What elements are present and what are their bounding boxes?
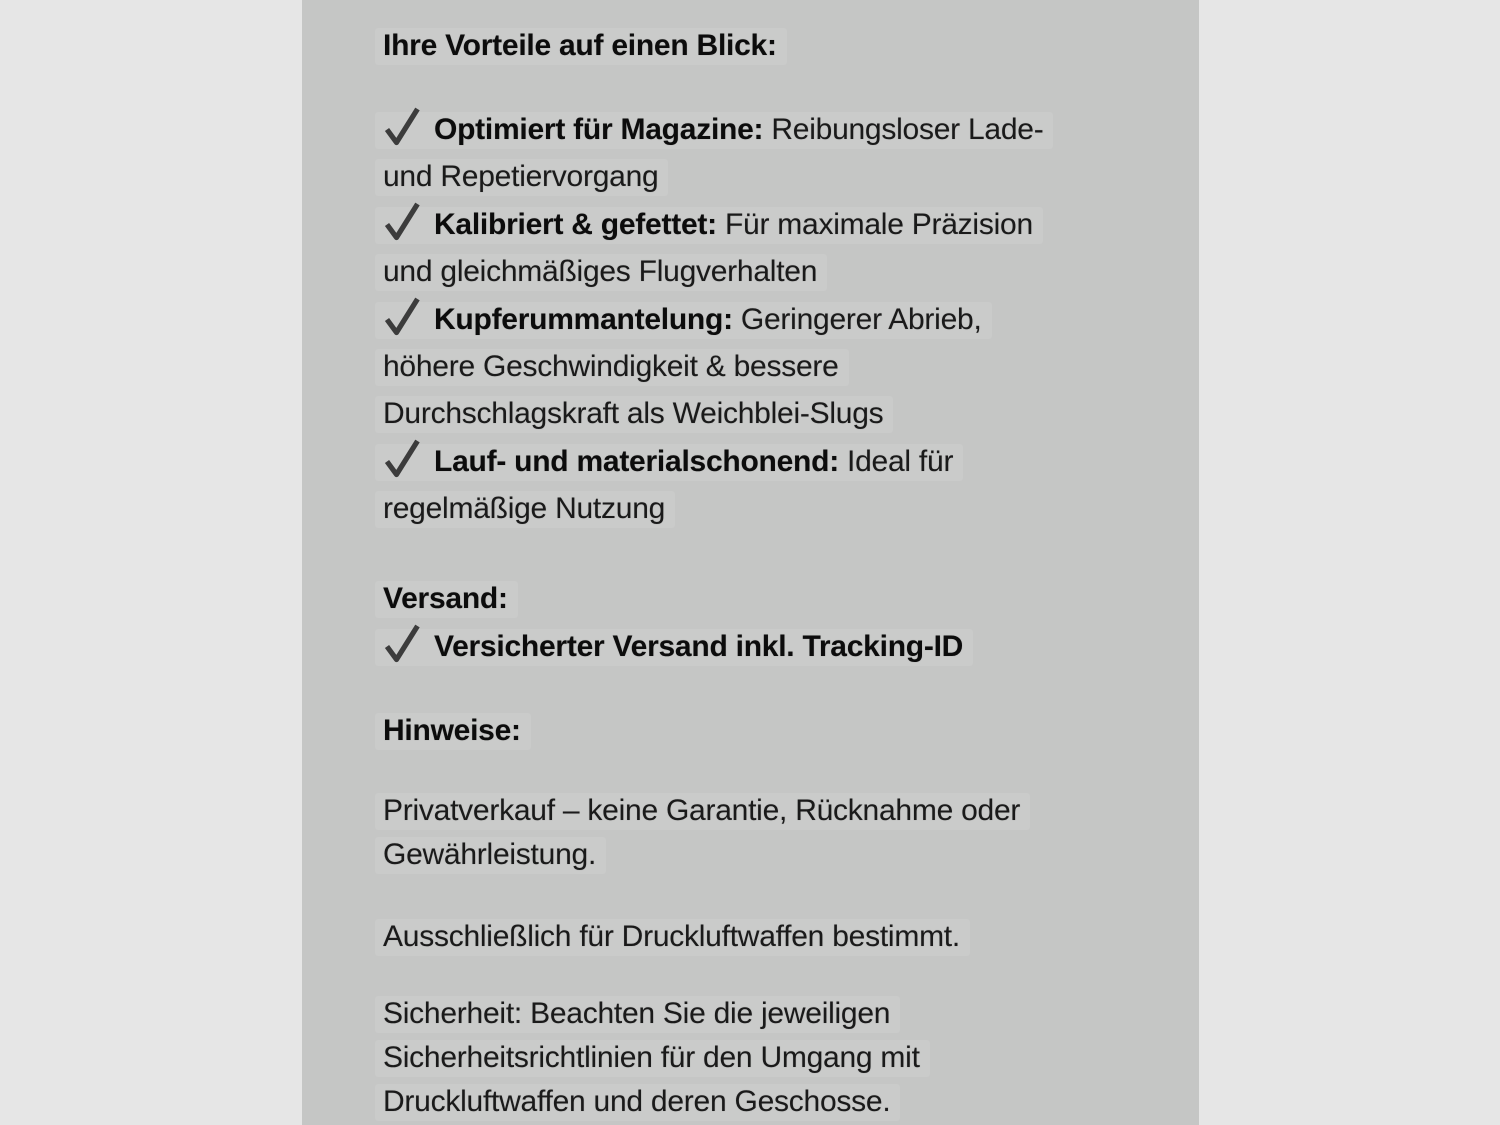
text-line	[383, 992, 1173, 1036]
private-sale-note	[383, 789, 1173, 877]
text-line	[383, 437, 1173, 485]
text-halo	[375, 207, 1043, 244]
text-segment: Gewährleistung.	[383, 838, 597, 871]
text-halo	[375, 396, 893, 433]
text-halo	[375, 349, 849, 386]
text-halo	[375, 996, 900, 1033]
text-line	[383, 1036, 1173, 1080]
text-halo	[375, 919, 970, 956]
text-halo	[375, 1040, 930, 1077]
text-halo	[375, 112, 1053, 149]
bold-label: Optimiert für Magazine:	[434, 113, 764, 146]
shipping-section	[383, 575, 1173, 670]
bold-label: Lauf- und materialschonend:	[434, 445, 839, 478]
checkmark-icon	[383, 622, 421, 664]
text-segment: Ideal für	[838, 445, 954, 478]
text-halo	[375, 159, 668, 196]
text-segment: Druckluftwaffen und deren Geschosse.	[383, 1085, 891, 1118]
safety-note	[383, 992, 1173, 1124]
benefits-heading	[383, 22, 1173, 69]
text-line	[383, 485, 1173, 532]
text-halo	[375, 444, 963, 481]
text-segment: Ausschließlich für Druckluftwaffen bestimmt.	[383, 920, 960, 953]
text-halo	[375, 793, 1030, 830]
checkmark-icon	[383, 200, 421, 242]
text-halo	[375, 629, 973, 666]
checkmark-icon	[383, 105, 421, 147]
bold-label: Versand:	[383, 582, 508, 615]
description-panel	[302, 0, 1199, 1125]
text-line	[383, 833, 1173, 877]
text-segment: Sicherheit: Beachten Sie die jeweiligen	[383, 997, 891, 1030]
text-line	[383, 789, 1173, 833]
text-segment: Für maximale Präzision	[716, 208, 1033, 241]
text-segment: Durchschlagskraft als Weichblei-Slugs	[383, 397, 884, 430]
text-segment: Reibungsloser Lade-	[763, 113, 1044, 146]
benefits-list	[383, 105, 1173, 532]
text-column	[383, 22, 1173, 1124]
bold-label: Kupferummantelung:	[434, 303, 733, 336]
text-segment: höhere Geschwindigkeit & bessere	[383, 350, 839, 383]
checkmark-icon	[383, 295, 421, 337]
text-halo	[375, 28, 787, 65]
text-line	[383, 153, 1173, 200]
text-halo	[375, 713, 531, 750]
bold-label: Versicherter Versand inkl. Tracking-ID	[434, 630, 964, 663]
text-line	[383, 575, 1173, 622]
text-line	[383, 707, 1173, 754]
text-halo	[375, 837, 606, 874]
text-line	[383, 105, 1173, 153]
text-halo	[375, 1084, 900, 1121]
text-line	[383, 343, 1173, 390]
bold-label: Kalibriert & gefettet:	[434, 208, 717, 241]
text-segment: und gleichmäßiges Flugverhalten	[383, 255, 818, 288]
text-halo	[375, 302, 992, 339]
text-segment: Privatverkauf – keine Garantie, Rücknahme oder	[383, 794, 1021, 827]
text-line	[383, 295, 1173, 343]
text-line	[383, 200, 1173, 248]
checkmark-icon	[383, 437, 421, 479]
text-line	[383, 622, 1173, 670]
text-halo	[375, 254, 827, 291]
text-line	[383, 390, 1173, 437]
airgun-note	[383, 915, 1173, 959]
bold-label: Hinweise:	[383, 714, 521, 747]
text-segment: regelmäßige Nutzung	[383, 492, 666, 525]
text-halo	[375, 491, 675, 528]
text-halo	[375, 581, 518, 618]
text-line	[383, 915, 1173, 959]
text-line	[383, 248, 1173, 295]
notes-heading	[383, 707, 1173, 754]
text-line	[383, 22, 1173, 69]
text-segment: Sicherheitsrichtlinien für den Umgang mit	[383, 1041, 920, 1074]
text-segment: und Repetiervorgang	[383, 160, 659, 193]
bold-label: Ihre Vorteile auf einen Blick:	[383, 29, 777, 62]
text-segment: Geringerer Abrieb,	[732, 303, 982, 336]
text-line	[383, 1080, 1173, 1124]
